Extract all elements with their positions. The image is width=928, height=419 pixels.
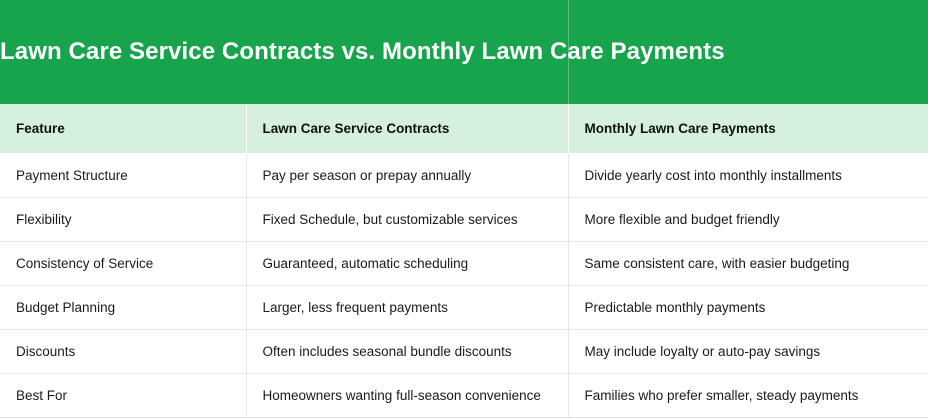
table-row bbox=[0, 242, 928, 286]
column-header-monthly: Monthly Lawn Care Payments bbox=[568, 104, 928, 154]
cell-monthly: Same consistent care, with easier budgeting bbox=[568, 242, 928, 286]
table-row bbox=[0, 374, 928, 418]
cell-feature: Flexibility bbox=[0, 198, 246, 242]
cell-contracts: Guaranteed, automatic scheduling bbox=[246, 242, 568, 286]
table-title-banner bbox=[0, 0, 928, 104]
cell-feature: Consistency of Service bbox=[0, 242, 246, 286]
table-row bbox=[0, 198, 928, 242]
table-row bbox=[0, 154, 928, 198]
column-header-contracts: Lawn Care Service Contracts bbox=[246, 104, 568, 154]
cell-feature: Best For bbox=[0, 374, 246, 418]
banner-divider bbox=[568, 0, 569, 104]
cell-monthly: Divide yearly cost into monthly installments bbox=[568, 154, 928, 198]
cell-monthly: More flexible and budget friendly bbox=[568, 198, 928, 242]
cell-contracts: Often includes seasonal bundle discounts bbox=[246, 330, 568, 374]
cell-monthly: May include loyalty or auto-pay savings bbox=[568, 330, 928, 374]
page-title: Lawn Care Service Contracts vs. Monthly Lawn Care Payments bbox=[0, 37, 725, 65]
cell-feature: Payment Structure bbox=[0, 154, 246, 198]
cell-monthly: Predictable monthly payments bbox=[568, 286, 928, 330]
table-body bbox=[0, 154, 928, 418]
cell-monthly: Families who prefer smaller, steady payments bbox=[568, 374, 928, 418]
cell-contracts: Larger, less frequent payments bbox=[246, 286, 568, 330]
cell-feature: Discounts bbox=[0, 330, 246, 374]
cell-contracts: Fixed Schedule, but customizable services bbox=[246, 198, 568, 242]
table-row bbox=[0, 286, 928, 330]
cell-contracts: Pay per season or prepay annually bbox=[246, 154, 568, 198]
cell-feature: Budget Planning bbox=[0, 286, 246, 330]
table-row bbox=[0, 330, 928, 374]
table-title-banner-row bbox=[0, 0, 928, 104]
column-header-feature: Feature bbox=[0, 104, 246, 154]
cell-contracts: Homeowners wanting full-season convenience bbox=[246, 374, 568, 418]
table-header-row bbox=[0, 104, 928, 154]
